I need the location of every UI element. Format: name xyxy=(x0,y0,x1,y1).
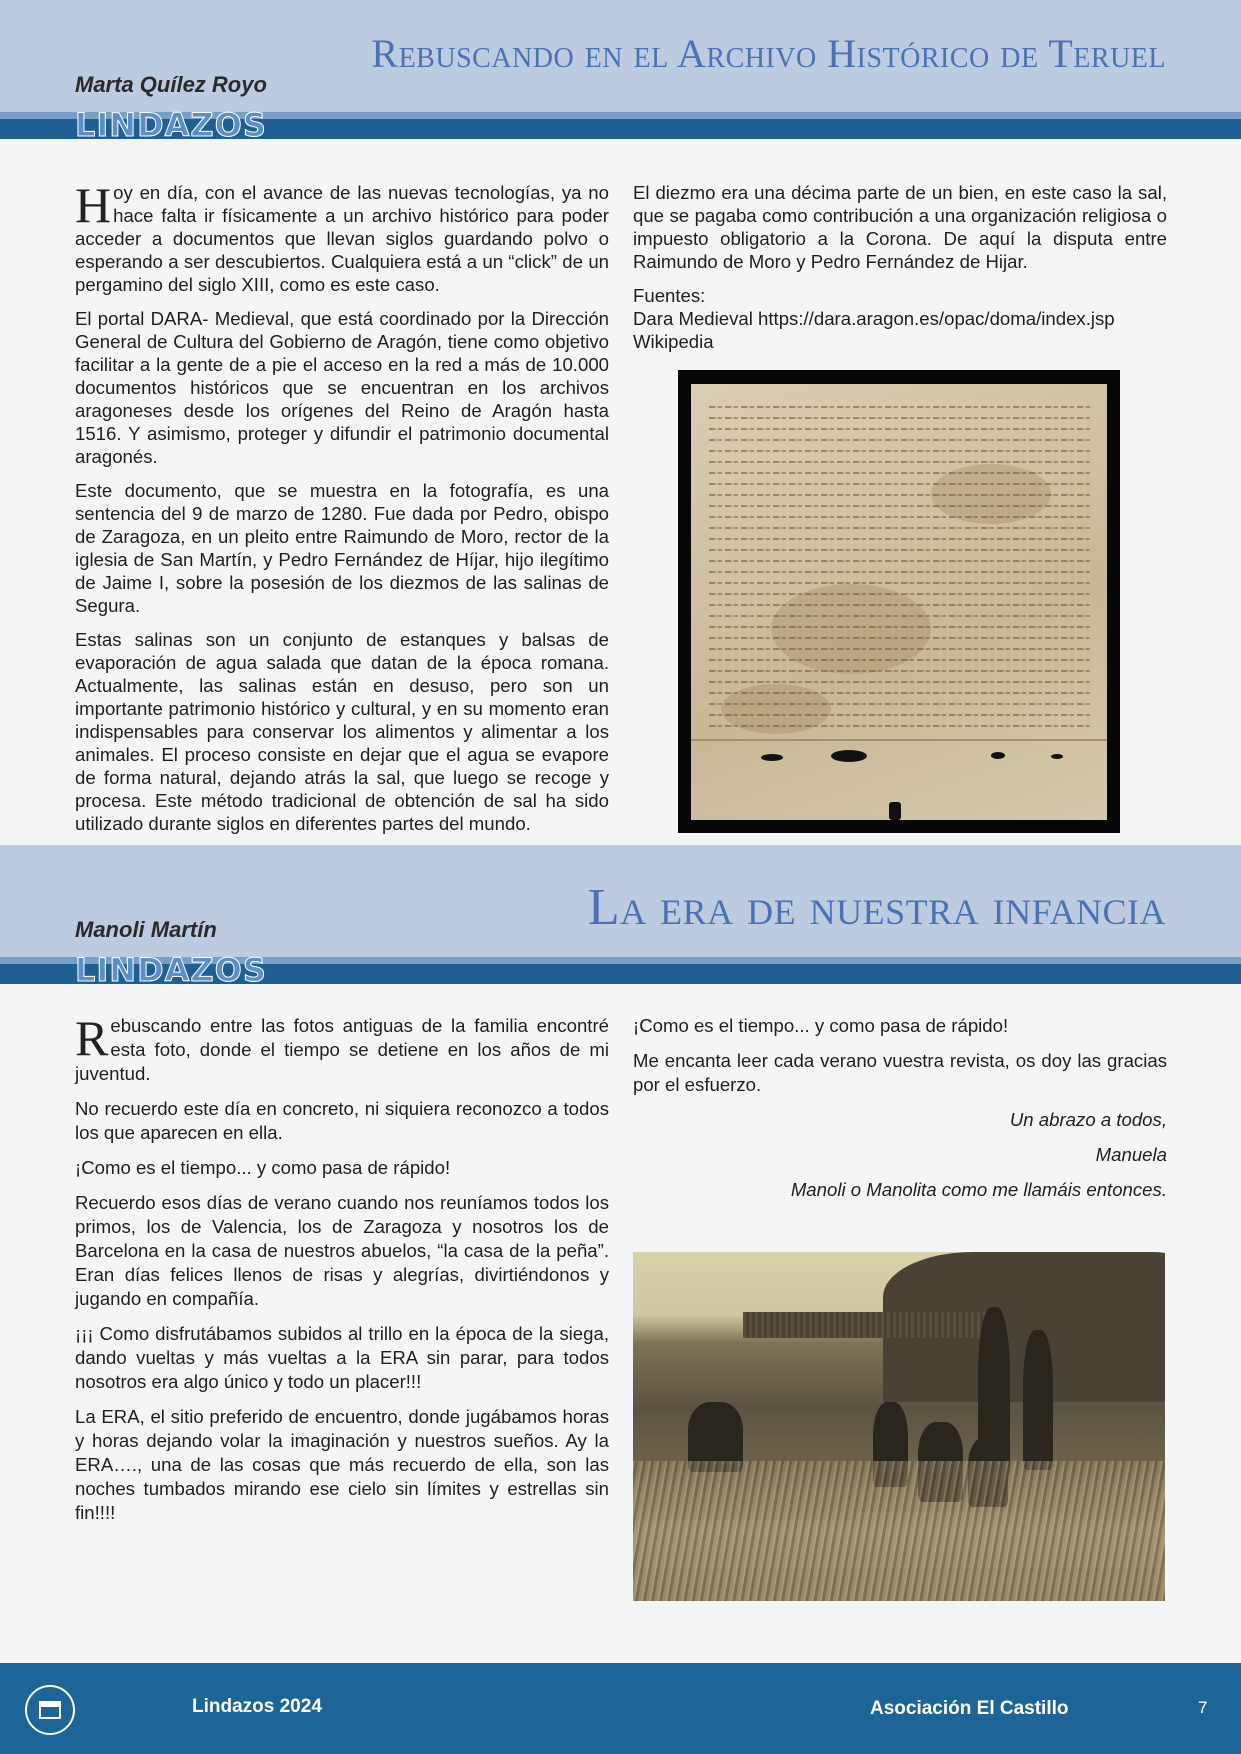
parchment-script-line xyxy=(709,582,1093,584)
parchment-script-line xyxy=(709,670,1093,672)
article2-paragraph-2: No recuerdo este día en concreto, ni siquiera reconozco a todos los que aparecen en ella. xyxy=(75,1098,609,1143)
parchment-script-line xyxy=(709,549,1093,551)
paragraph-text: oy en día, con el avance de las nuevas tecnologías, ya no hace falta ir físicamente a un archivo histórico para poder acceder a documentos que llevan siglos guardando polvo o esperando a ser descubiertos. Cualquiera está a un “click” de un pergamino del siglo XIII, como es este caso. xyxy=(75,182,609,295)
seal-mark xyxy=(831,750,867,762)
article2-paragraph-3: ¡Como es el tiempo... y como pasa de rápido! xyxy=(75,1157,451,1178)
standing-child-figure xyxy=(1023,1330,1053,1470)
parchment-script-line xyxy=(709,593,1093,595)
parchment-script-line xyxy=(709,527,1093,529)
article2-paragraph-5: ¡¡¡ Como disfrutábamos subidos al trillo en la época de la siega, dando vueltas y más vueltas a la ERA sin parar, para todos nosotros era algo único y todo un placer!!! xyxy=(75,1323,609,1392)
parchment-script-line xyxy=(709,472,1093,474)
article2-right-paragraph-1: ¡Como es el tiempo... y como pasa de rápido! xyxy=(633,1015,1009,1036)
old-family-photo xyxy=(633,1252,1165,1601)
seal-mark xyxy=(1051,754,1063,759)
parchment-script-line xyxy=(709,439,1093,441)
parchment-script-line xyxy=(709,450,1093,452)
source-dara: Dara Medieval https://dara.aragon.es/opac/doma/index.jsp xyxy=(633,308,1115,329)
association-logo-icon xyxy=(25,1685,75,1735)
article2-paragraph-4: Recuerdo esos días de verano cuando nos reuníamos todos los primos, los de Valencia, los de Zaragoza y nosotros los de Barcelona en la casa de nuestros abuelos, “la casa de la peña”. Eran días felices llenos de risas y alegrías, divirtiéndonos y jugando en compañía. xyxy=(75,1192,609,1309)
article1-paragraph-1 xyxy=(75,177,609,296)
parchment-script-line xyxy=(709,604,1093,606)
article1-author: Marta Quílez Royo xyxy=(75,72,267,97)
article2-right-column xyxy=(633,1014,1167,1213)
parchment-script-line xyxy=(709,516,1093,518)
parchment-script-line xyxy=(709,494,1093,496)
article2-section-tag: LINDAZOS xyxy=(75,951,267,989)
footer-page-number: 7 xyxy=(1198,1698,1208,1717)
medieval-parchment-photo xyxy=(678,370,1120,833)
article1-paragraph-3: Este documento, que se muestra en la fotografía, es una sentencia del 9 de marzo de 1280. Fue dada por Pedro, obispo de Zaragoza, en un pleito entre Raimundo de Moro, rector de la iglesia de San Martín, y Pedro Fernández de Híjar, hijo ilegítimo de Jaime I, sobre la posesión de los diezmos de las salinas de Segura. xyxy=(75,480,609,616)
rooftops xyxy=(743,1312,1003,1338)
parchment-document xyxy=(691,384,1107,820)
parchment-script-line xyxy=(709,703,1093,705)
seal-mark xyxy=(889,802,901,820)
page-footer xyxy=(0,1663,1241,1754)
parchment-script-line xyxy=(709,560,1093,562)
article1-right-paragraph: El diezmo era una décima parte de un bien, en este caso la sal, que se pagaba como contribución a una organización religiosa o impuesto obligatorio a la Corona. De aquí la disputa entre Raimundo de Moro y Pedro Fernández de Hijar. xyxy=(633,182,1167,272)
signature-name: Manuela xyxy=(1095,1144,1167,1165)
article2-left-column xyxy=(75,1010,609,1536)
parchment-script-line xyxy=(709,406,1093,408)
footer-publication: Lindazos 2024 xyxy=(192,1696,322,1717)
article2-paragraph-1 xyxy=(75,1010,609,1086)
article2-title: La era de nuestra infancia xyxy=(587,879,1166,936)
parchment-script-line xyxy=(709,692,1093,694)
parchment-script-line xyxy=(709,626,1093,628)
article2-author: Manoli Martín xyxy=(75,917,217,942)
parchment-script-line xyxy=(709,483,1093,485)
parchment-script-line xyxy=(709,648,1093,650)
article1-paragraph-4: Estas salinas son un conjunto de estanques y balsas de evaporación de agua salada que datan de la época romana. Actualmente, las salinas están en desuso, pero son un importante patrimonio histórico y cultural, y en su momento eran indispensables para conservar los alimentos y alimentar a los animales. El proceso consiste en dejar que el agua se evapore de forma natural, dejando atrás la sal, que luego se recoge y procesa. Este método tradicional de obtención de sal ha sido utilizado durante siglos en diferentes partes del mundo. xyxy=(75,629,609,834)
parchment-script-line xyxy=(709,461,1093,463)
parchment-script-line xyxy=(709,681,1093,683)
parchment-script-line xyxy=(709,505,1093,507)
seal-mark xyxy=(761,754,783,761)
signature-nickname: Manoli o Manolita como me llamáis entonces. xyxy=(790,1179,1167,1200)
parchment-script-line xyxy=(709,571,1093,573)
article1-paragraph-2: El portal DARA- Medieval, que está coordinado por la Dirección General de Cultura del Gobierno de Aragón, tiene como objetivo facilitar a la gente de a pie el acceso en la red a más de 10.000 documentos históricos que se encuentran en los archivos aragoneses desde los orígenes del Reino de Aragón hasta 1516. Y asimismo, proteger y difundir el patrimonio documental aragonés. xyxy=(75,308,609,467)
dropcap: H xyxy=(75,177,112,233)
parchment-script-line xyxy=(709,659,1093,661)
article2-right-paragraph-2: Me encanta leer cada verano vuestra revista, os doy las gracias por el esfuerzo. xyxy=(633,1050,1167,1095)
article2-paragraph-6: La ERA, el sitio preferido de encuentro, donde jugábamos horas y horas dejando volar la imaginación y nuestros sueños. Ay la ERA…., una de las cosas que más recuerdo de ella, son las noches tumbados mirando ese cielo sin límites y estrellas sin fin!!!! xyxy=(75,1406,609,1523)
signature-greeting: Un abrazo a todos, xyxy=(1009,1109,1167,1130)
footer-association: Asociación El Castillo xyxy=(870,1698,1069,1719)
article1-title: Rebuscando en el Archivo Histórico de Teruel xyxy=(371,31,1166,76)
parchment-script-line xyxy=(709,538,1093,540)
parchment-script-line xyxy=(709,417,1093,419)
seal-mark xyxy=(991,752,1005,759)
castle-icon xyxy=(39,1701,61,1719)
parchment-script-line xyxy=(709,428,1093,430)
article1-section-tag: LINDAZOS xyxy=(75,106,267,144)
parchment-script-line xyxy=(709,714,1093,716)
parchment-fold xyxy=(691,739,1107,741)
sources-label: Fuentes: xyxy=(633,285,706,306)
article1-right-column xyxy=(633,181,1167,353)
paragraph-text: ebuscando entre las fotos antiguas de la familia encontré esta foto, donde el tiempo se detiene en los años de mi juventud. xyxy=(75,1015,609,1084)
parchment-script-line xyxy=(709,615,1093,617)
parchment-script-line xyxy=(709,637,1093,639)
source-wikipedia: Wikipedia xyxy=(633,331,714,352)
threshing-floor-straw xyxy=(633,1461,1165,1601)
parchment-script-line xyxy=(709,725,1093,727)
article1-left-column xyxy=(75,177,609,846)
dropcap: R xyxy=(75,1010,109,1066)
